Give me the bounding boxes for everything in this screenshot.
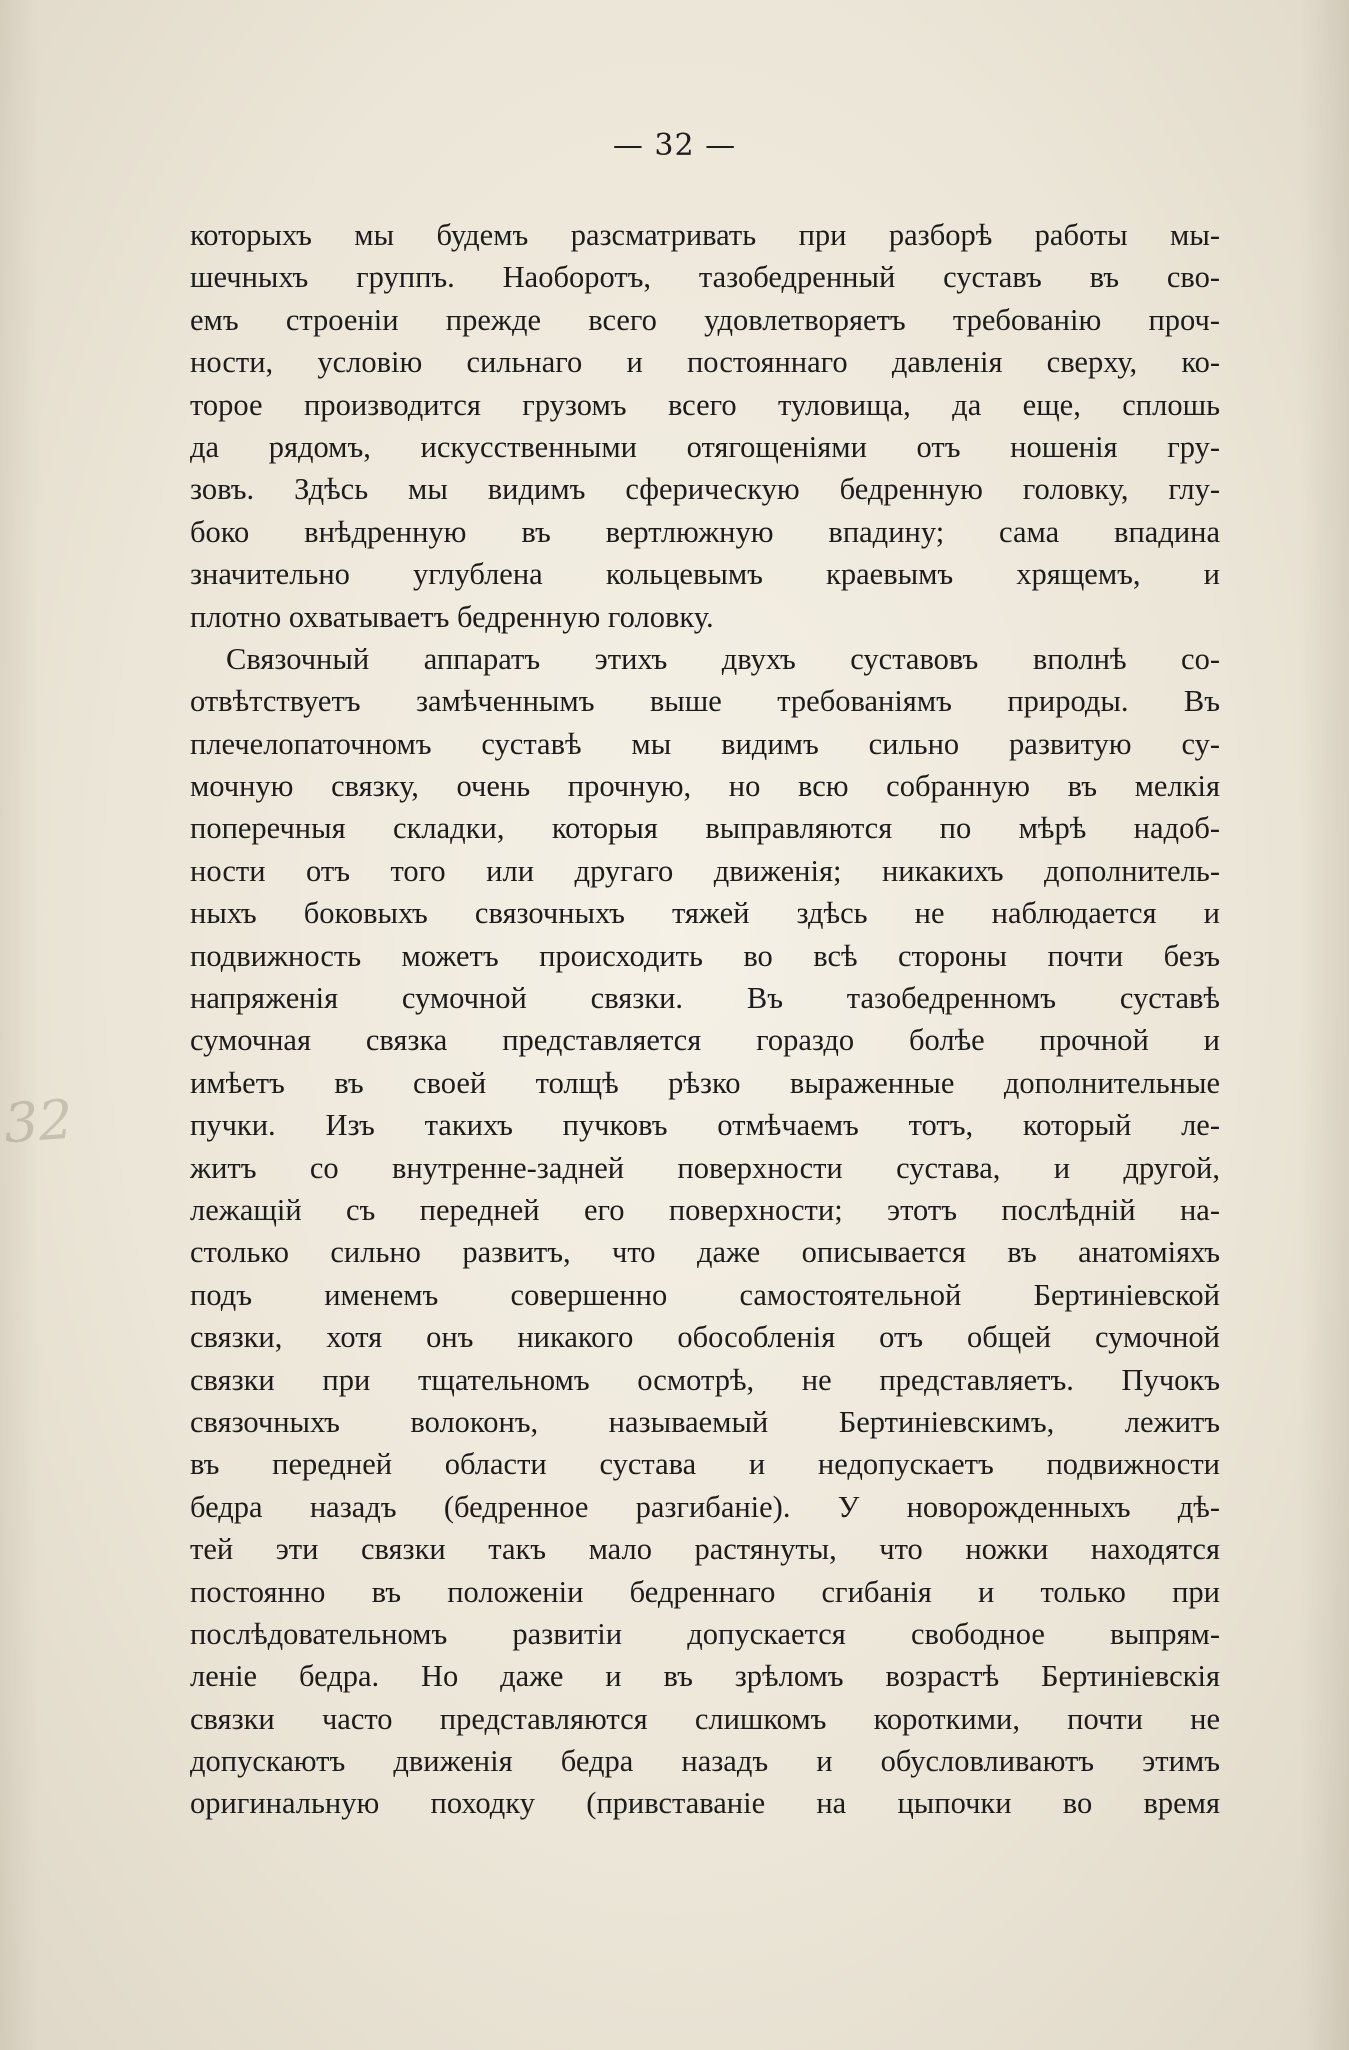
text-line: послѣдовательномъ развитіи допускается свободное выпрям- [190,1616,1220,1651]
margin-pencil-note: 32 [1,1087,75,1156]
text-line: столько сильно развитъ, что даже описывается въ анатоміяхъ [190,1235,1220,1270]
text-line: ности отъ того или другаго движенія; никакихъ дополнитель- [190,853,1220,888]
text-line: значительно углублена кольцевымъ краевымъ хрящемъ, и [190,557,1220,592]
text-line: сумочная связка представляется гораздо болѣе прочной и [190,1023,1220,1058]
text-line: связки часто представляются слишкомъ короткими, почти не [190,1701,1220,1736]
text-line: оригинальную походку (привставаніе на цыпочки во время [190,1786,1220,1821]
page-number: — 32 — [612,128,737,163]
text-line: бедра назадъ (бедренное разгибаніе). У новорожденныхъ дѣ- [190,1489,1220,1524]
text-line: связочныхъ волоконъ, называемый Бертиніевскимъ, лежитъ [190,1404,1220,1439]
text-line: напряженія сумочной связки. Въ тазобедренномъ суставѣ [190,981,1220,1016]
text-line: зовъ. Здѣсь мы видимъ сферическую бедренную головку, глу- [190,472,1220,507]
text-line: ности, условію сильнаго и постояннаго давленія сверху, ко- [190,345,1220,380]
text-line: да рядомъ, искусственными отягощеніями отъ ношенія гру- [190,429,1220,464]
text-line: допускаютъ движенія бедра назадъ и обусловливаютъ этимъ [190,1744,1220,1779]
paragraph [190,214,1220,638]
text-line: въ передней области сустава и недопускаетъ подвижности [190,1447,1220,1482]
text-line: подъ именемъ совершенно самостоятельной Бертиніевской [190,1277,1220,1312]
text-line: торое производится грузомъ всего туловища, да еще, сплошь [190,387,1220,422]
paragraph [190,638,1220,1825]
text-line: поперечныя складки, которыя выправляются по мѣрѣ надоб- [190,811,1220,846]
text-line: отвѣтствуетъ замѣченнымъ выше требованіямъ природы. Въ [190,684,1220,719]
body-text [190,214,1220,1825]
text-line: леніе бедра. Но даже и въ зрѣломъ возрастѣ Бертиніевскія [190,1659,1220,1694]
text-line: тей эти связки такъ мало растянуты, что ножки находятся [190,1532,1220,1567]
text-line: которыхъ мы будемъ разсматривать при разборѣ работы мы- [190,218,1220,252]
text-line: шечныхъ группъ. Наоборотъ, тазобедренный суставъ въ сво- [190,260,1220,295]
text-line: мочную связку, очень прочную, но всю собранную въ мелкія [190,769,1220,804]
text-line: плотно охватываетъ бедренную головку. [190,599,714,634]
text-line: связки при тщательномъ осмотрѣ, не представляетъ. Пучокъ [190,1362,1220,1397]
text-line: подвижность можетъ происходить во всѣ стороны почти безъ [190,938,1220,973]
text-line: лежащій съ передней его поверхности; этотъ послѣдній на- [190,1192,1220,1227]
text-line: боко внѣдренную въ вертлюжную впадину; сама впадина [190,514,1220,549]
text-line: житъ со внутренне-задней поверхности сустава, и другой, [190,1150,1220,1185]
text-line: ныхъ боковыхъ связочныхъ тяжей здѣсь не наблюдается и [190,896,1220,931]
text-line: связки, хотя онъ никакого обособленія отъ общей сумочной [190,1320,1220,1355]
text-line: пучки. Изъ такихъ пучковъ отмѣчаемъ тотъ, который ле- [190,1108,1220,1143]
text-line: емъ строеніи прежде всего удовлетворяетъ требованію проч- [190,302,1220,337]
text-line: постоянно въ положеніи бедреннаго сгибанія и только при [190,1574,1220,1609]
text-line: имѣетъ въ своей толщѣ рѣзко выраженные дополнительные [190,1065,1220,1100]
text-line: Связочный аппаратъ этихъ двухъ суставовъ вполнѣ со- [226,641,1220,676]
text-line: плечелопаточномъ суставѣ мы видимъ сильно развитую су- [190,726,1220,761]
